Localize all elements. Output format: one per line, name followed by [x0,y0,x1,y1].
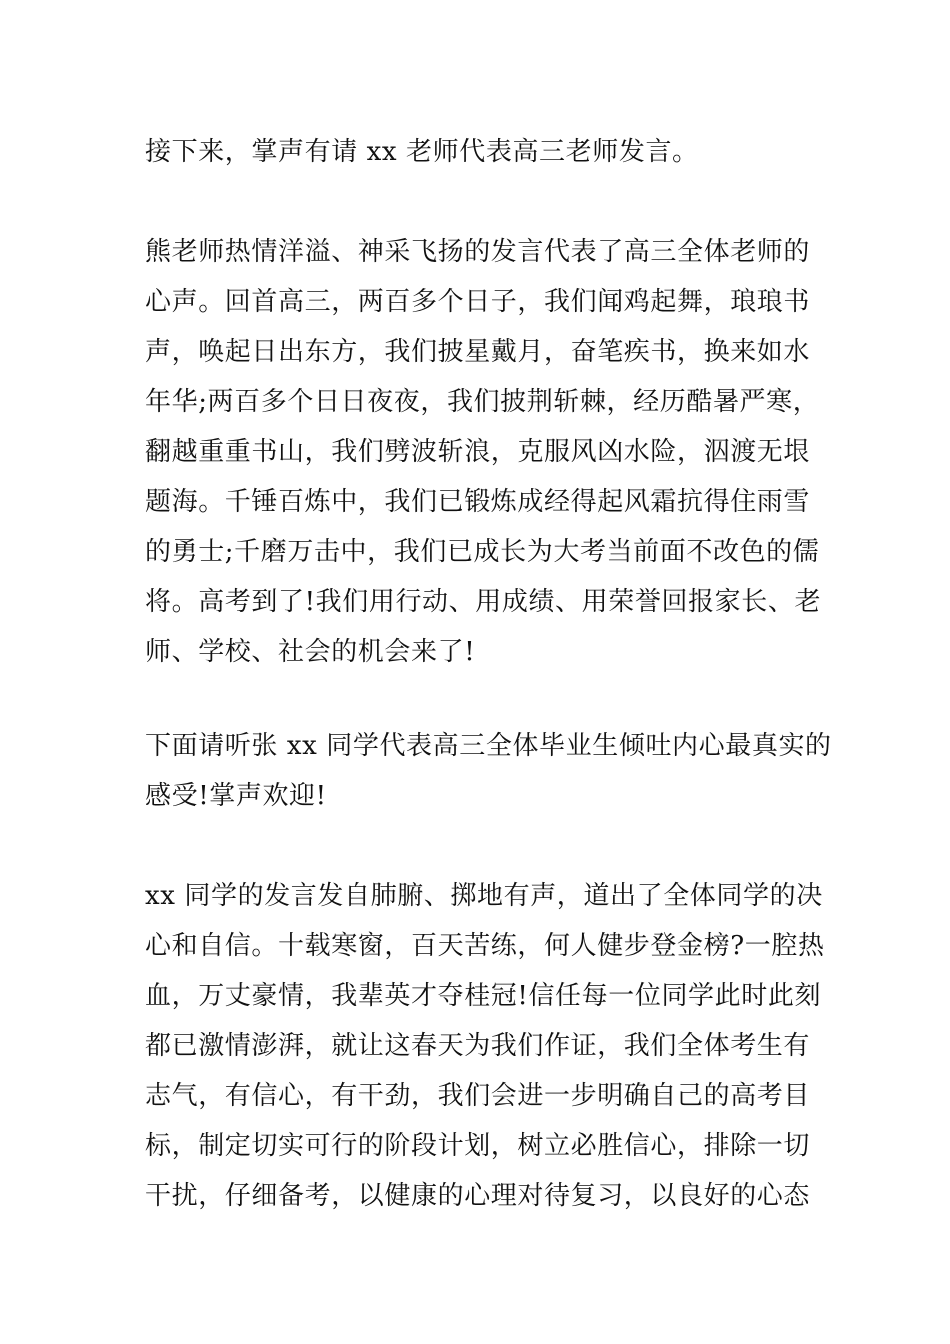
text-line: 干扰，仔细备考，以健康的心理对待复习，以良好的心态 [145,1181,811,1211]
text-line: xx 同学的发言发自肺腑、掷地有声，道出了全体同学的决 [145,881,823,911]
paragraph-student-speech-summary [145,871,825,1221]
text-line: 标，制定切实可行的阶段计划，树立必胜信心，排除一切 [145,1131,811,1161]
paragraph-teacher-speech-summary [145,227,822,677]
text-line: 志气，有信心，有干劲，我们会进一步明确自己的高考目 [145,1081,811,1111]
text-line: 将。高考到了!我们用行动、用成绩、用荣誉回报家长、老 [145,587,822,617]
paragraph-intro-student-speech [145,721,832,821]
text-line: 的勇士;千磨万击中，我们已成长为大考当前面不改色的儒 [145,537,820,567]
text-line: 熊老师热情洋溢、神采飞扬的发言代表了高三全体老师的 [145,237,811,267]
paragraph-intro-teacher-speech [145,127,813,177]
text-line: 感受!掌声欢迎! [145,781,327,811]
text-line: 都已激情澎湃，就让这春天为我们作证，我们全体考生有 [145,1031,811,1061]
text-line: 接下来，掌声有请 xx 老师代表高三老师发言。 [145,137,699,167]
text-line: 声，唤起日出东方，我们披星戴月，奋笔疾书，换来如水 [145,337,811,367]
text-line: 翻越重重书山，我们劈波斩浪，克服风凶水险，泅渡无垠 [145,437,811,467]
text-line: 题海。千锤百炼中，我们已锻炼成经得起风霜抗得住雨雪 [145,487,811,517]
text-line: 血，万丈豪情，我辈英才夺桂冠!信任每一位同学此时此刻 [145,981,822,1011]
text-line: 师、学校、社会的机会来了! [145,637,476,667]
text-line: 年华;两百多个日日夜夜，我们披荆斩棘，经历酷暑严寒， [145,387,820,417]
text-line: 心和自信。十载寒窗，百天苦练，何人健步登金榜?一腔热 [145,931,825,961]
text-line: 心声。回首高三，两百多个日子，我们闻鸡起舞，琅琅书 [145,287,811,317]
text-line: 下面请听张 xx 同学代表高三全体毕业生倾吐内心最真实的 [145,731,832,761]
